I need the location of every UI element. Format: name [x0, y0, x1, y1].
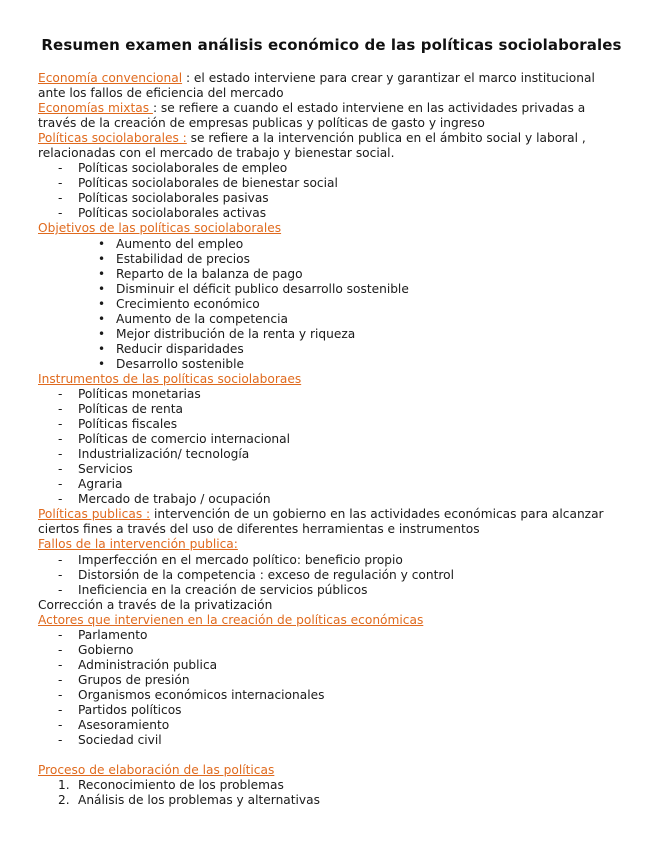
list-number: 1.: [58, 778, 70, 793]
list-item-text: Reconocimiento de los problemas: [78, 778, 284, 793]
list-item: - Imperfección en el mercado político: beneficio propio: [38, 553, 625, 568]
list-fallos: [38, 553, 625, 598]
list-item: - Parlamento: [38, 628, 625, 643]
list-item: - Políticas de renta: [38, 402, 625, 417]
heading-actores: Actores que intervienen en la creación de políticas económicas: [38, 612, 424, 627]
text-economias-mixtas: : se refiere a cuando el estado interviene en las actividades privadas a través de la creación de empresas publicas y políticas de gasto y ingreso: [38, 101, 586, 131]
list-instrumentos: [38, 387, 625, 507]
paragraph-proceso: [38, 763, 625, 778]
list-item: - Políticas de comercio internacional: [38, 432, 625, 447]
list-item-text: Análisis de los problemas y alternativas: [78, 793, 320, 808]
list-item: - Agraria: [38, 477, 625, 492]
list-politicas-sociolaborales: [38, 161, 625, 221]
paragraph-politicas-publicas: [38, 507, 625, 537]
list-item: • Mejor distribución de la renta y riqueza: [38, 327, 625, 342]
paragraph-politicas-sociolaborales: [38, 131, 625, 161]
list-item: - Mercado de trabajo / ocupación: [38, 492, 625, 507]
heading-economia-convencional: Economía convencional: [38, 71, 183, 85]
heading-politicas-sociolaborales: Políticas sociolaborales :: [38, 131, 187, 146]
text-economia-convencional: : el estado interviene para crear y garantizar el marco institucional ante los fallos de eficiencia del mercado: [38, 71, 595, 101]
document-title: Resumen examen análisis económico de las políticas sociolaborales: [41, 36, 622, 54]
blank-line: [38, 748, 625, 763]
list-item: - Gobierno: [38, 643, 625, 658]
heading-fallos: Fallos de la intervención publica:: [38, 537, 238, 552]
paragraph-fallos: [38, 537, 625, 552]
list-item: - Partidos políticos: [38, 703, 625, 718]
heading-proceso: Proceso de elaboración de las políticas: [38, 763, 275, 778]
list-item: - Asesoramiento: [38, 718, 625, 733]
list-item: [38, 778, 625, 793]
heading-economias-mixtas: Economías mixtas: [38, 101, 153, 116]
paragraph-economia-convencional: [38, 71, 625, 101]
list-item: - Políticas monetarias: [38, 387, 625, 402]
heading-instrumentos: Instrumentos de las políticas sociolaboraes: [38, 371, 302, 386]
paragraph-correccion: Corrección a través de la privatización: [38, 597, 273, 612]
list-item: - Grupos de presión: [38, 673, 625, 688]
list-item: - Industrialización/ tecnología: [38, 447, 625, 462]
list-item: - Políticas sociolaborales activas: [38, 206, 625, 221]
list-item: - Políticas sociolaborales de bienestar social: [38, 176, 625, 191]
list-item: • Estabilidad de precios: [38, 252, 625, 267]
list-item: - Sociedad civil: [38, 733, 625, 748]
text-politicas-sociolaborales: se refiere a la intervención publica en el ámbito social y laboral , relacionadas con el mercado de trabajo y bienestar social.: [38, 131, 586, 161]
list-objetivos: [38, 237, 625, 372]
paragraph-objetivos: [38, 221, 625, 236]
list-item: • Crecimiento económico: [38, 297, 625, 312]
list-item: • Reparto de la balanza de pago: [38, 267, 625, 282]
paragraph-instrumentos: [38, 372, 625, 387]
list-number: 2.: [58, 793, 70, 808]
list-proceso: [38, 778, 625, 808]
text-politicas-publicas: intervención de un gobierno en las actividades económicas para alcanzar ciertos fines a través del uso de diferentes herramientas e instrumentos: [38, 507, 604, 537]
list-item: - Políticas sociolaborales de empleo: [38, 161, 625, 176]
list-item: - Políticas fiscales: [38, 417, 625, 432]
list-actores: [38, 628, 625, 748]
list-item: • Aumento del empleo: [38, 237, 625, 252]
heading-objetivos: Objetivos de las políticas sociolaborales: [38, 221, 282, 236]
list-item: - Administración publica: [38, 658, 625, 673]
list-item: - Ineficiencia en la creación de servicios públicos: [38, 583, 625, 598]
list-item: - Distorsión de la competencia : exceso de regulación y control: [38, 568, 625, 583]
list-item: • Reducir disparidades: [38, 342, 625, 357]
list-item: [38, 793, 625, 808]
paragraph-economias-mixtas: [38, 101, 625, 131]
document-body: [38, 71, 625, 808]
paragraph-actores: [38, 613, 625, 628]
list-item: • Desarrollo sostenible: [38, 357, 625, 372]
list-item: - Políticas sociolaborales pasivas: [38, 191, 625, 206]
list-item: • Aumento de la competencia: [38, 312, 625, 327]
list-item: • Disminuir el déficit publico desarrollo sostenible: [38, 282, 625, 297]
heading-politicas-publicas: Políticas publicas :: [38, 507, 151, 522]
list-item: - Organismos económicos internacionales: [38, 688, 625, 703]
list-item: - Servicios: [38, 462, 625, 477]
